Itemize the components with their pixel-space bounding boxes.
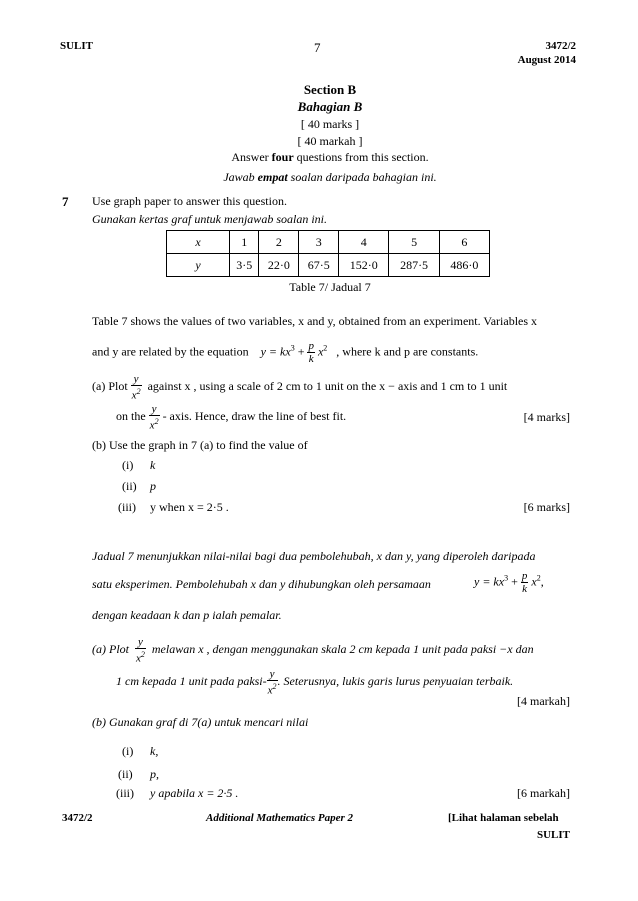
frac-den: $x^2$ — [131, 387, 141, 402]
table-cell: 4 — [339, 231, 389, 254]
section-instruction — [0, 150, 638, 165]
my-b-i: (i) — [122, 744, 134, 758]
en-para-1: Table 7 shows the values of two variables, x and y, obtained from an experiment. Variables x — [92, 314, 538, 328]
table-header-y: y — [167, 254, 230, 277]
instr-my-pre: Jawab — [223, 170, 258, 184]
my-a-pre: (a) Plot — [92, 642, 129, 657]
section-instruction-my — [0, 170, 638, 185]
my-part-a-line2 — [116, 668, 513, 697]
section-title: Section B — [303, 82, 357, 97]
my-b-ii: (ii) — [118, 767, 133, 781]
my-b-ii-value: p, — [150, 767, 159, 781]
my-para-2: satu eksperimen. Pembolehubah x dan y dihubungkan oleh persamaan — [92, 577, 431, 591]
en-b-iii: (iii) — [118, 500, 136, 514]
instr-my-post: soalan daripada bahagian ini. — [287, 170, 437, 184]
frac-num: y — [135, 636, 146, 649]
table-cell: 152·0 — [339, 254, 389, 277]
my-b-i-value: k, — [150, 744, 159, 758]
en-a-marks: [4 marks] — [523, 410, 570, 424]
my-a-marks: [4 markah] — [517, 694, 570, 708]
header-date: August 2014 — [517, 54, 576, 66]
frac-den: $x^2$ — [136, 650, 145, 665]
en-para-2a: and y are related by the equation — [92, 344, 249, 359]
header-sulit: SULIT — [60, 40, 94, 52]
frac-num: y — [267, 668, 278, 681]
my-equation: $y = kx^3$ + $\frac{p}{k}$ $x^2$, — [474, 570, 544, 595]
frac-den: k — [308, 353, 314, 365]
equation-x: x — [531, 574, 537, 589]
table-caption: Table 7/ Jadual 7 — [289, 280, 371, 294]
equation-x: x — [317, 344, 324, 359]
table-cell: 1 — [230, 231, 259, 254]
my-para-3: dengan keadaan k dan p ialah pemalar. — [92, 608, 282, 622]
instr-bold: four — [271, 150, 294, 164]
en-b-ii: (ii) — [122, 479, 137, 493]
my-para-1: Jadual 7 menunjukkan nilai-nilai bagi dua pembolehubah, x dan y, yang diperoleh daripada — [92, 549, 536, 563]
frac-den: k — [522, 583, 528, 595]
footer-title: Additional Mathematics Paper 2 — [206, 812, 353, 824]
equation-left: y = kx — [260, 344, 291, 359]
instr-post: questions from this section. — [293, 150, 429, 164]
page-number: 7 — [314, 40, 321, 55]
table-cell: 486·0 — [439, 254, 489, 277]
frac-den: $x^2$ — [149, 417, 159, 432]
table-cell: 3 — [299, 231, 339, 254]
my-a-mid: melawan x , dengan menggunakan skala 2 cm kepada 1 unit pada paksi −x dan — [151, 642, 534, 657]
my-a2-post: . Seterusnya, lukis garis lurus penyuaian terbaik. — [277, 674, 514, 689]
en-b-ii-value: p — [150, 479, 156, 493]
frac-den-x: x — [267, 684, 273, 697]
en-b-marks: [6 marks] — [523, 500, 570, 514]
table-cell: 287·5 — [389, 254, 439, 277]
en-a2-pre: on the — [116, 409, 146, 424]
table-cell: 5 — [389, 231, 439, 254]
my-b-marks: [6 markah] — [517, 786, 570, 800]
q-intro-my: Gunakan kertas graf untuk menjawab soalan ini. — [92, 212, 327, 226]
equation-plus: + — [297, 344, 305, 359]
frac-den-x: x — [131, 389, 137, 402]
en-a2-post: - axis. Hence, draw the line of best fit. — [162, 409, 347, 424]
equation-fraction — [521, 570, 529, 595]
table-row — [167, 254, 490, 277]
question-number: 7 — [62, 194, 69, 209]
my-b-iii-value: y apabila x = 2·5 . — [150, 786, 239, 800]
en-a-pre: (a) Plot — [92, 379, 128, 394]
frac-num: p — [521, 570, 528, 582]
instr-pre: Answer — [231, 150, 272, 164]
instr-my-bold: empat — [257, 170, 288, 184]
equation-fraction — [307, 340, 315, 365]
en-part-b: (b) Use the graph in 7 (a) to find the value of — [92, 438, 308, 452]
frac-num: p — [308, 340, 314, 352]
frac-y-over-x2 — [131, 373, 142, 402]
footer-code: 3472/2 — [62, 812, 93, 824]
footer-next-page: [Lihat halaman sebelah — [448, 812, 559, 824]
q-intro: Use graph paper to answer this question. — [92, 194, 287, 208]
en-part-a — [92, 373, 507, 402]
en-part-a-line2 — [116, 403, 346, 432]
en-a-mid: against x , using a scale of 2 cm to 1 unit on the x − axis and 1 cm to 1 unit — [147, 379, 508, 394]
en-b-i-value: k — [150, 458, 156, 472]
my-part-b: (b) Gunakan graf di 7(a) untuk mencari nilai — [92, 715, 309, 729]
en-b-i: (i) — [122, 458, 134, 472]
frac-den: $x^2$ — [267, 682, 277, 697]
header-code: 3472/2 — [545, 40, 576, 52]
footer-sulit: SULIT — [536, 829, 570, 841]
section-marks: [ 40 marks ] — [300, 117, 360, 131]
table-row — [167, 231, 490, 254]
en-b-iii-value: y when x = 2·5 . — [150, 500, 229, 514]
my-b-iii: (iii) — [116, 786, 134, 800]
frac-y-over-x2 — [267, 668, 278, 697]
frac-y-over-x2 — [135, 636, 146, 665]
frac-y-over-x2 — [149, 403, 160, 432]
equation-plus: + — [511, 574, 518, 589]
section-marks-my: [ 40 markah ] — [297, 134, 363, 148]
table-cell: 6 — [439, 231, 489, 254]
equation-left: y = kx — [474, 574, 505, 589]
table-cell: 3·5 — [230, 254, 259, 277]
table-cell: 2 — [259, 231, 299, 254]
table-cell: 67·5 — [299, 254, 339, 277]
en-para-2: and y are related by the equation $y = kx^3$ + $\frac{p}{k}$ $x^2$ , where k and p are constants. — [92, 340, 479, 365]
my-part-a — [92, 636, 534, 665]
table-cell: 22·0 — [259, 254, 299, 277]
en-para-2b: , where k and p are constants. — [336, 344, 479, 359]
my-a2-pre: 1 cm kepada 1 unit pada paksi- — [116, 674, 267, 689]
section-title-my: Bahagian B — [297, 99, 363, 114]
table-header-x: x — [167, 231, 230, 254]
data-table — [166, 230, 490, 277]
frac-num: y — [149, 403, 160, 416]
frac-num: y — [131, 373, 142, 386]
frac-den-x: x — [136, 652, 141, 665]
frac-den-x: x — [149, 419, 155, 432]
